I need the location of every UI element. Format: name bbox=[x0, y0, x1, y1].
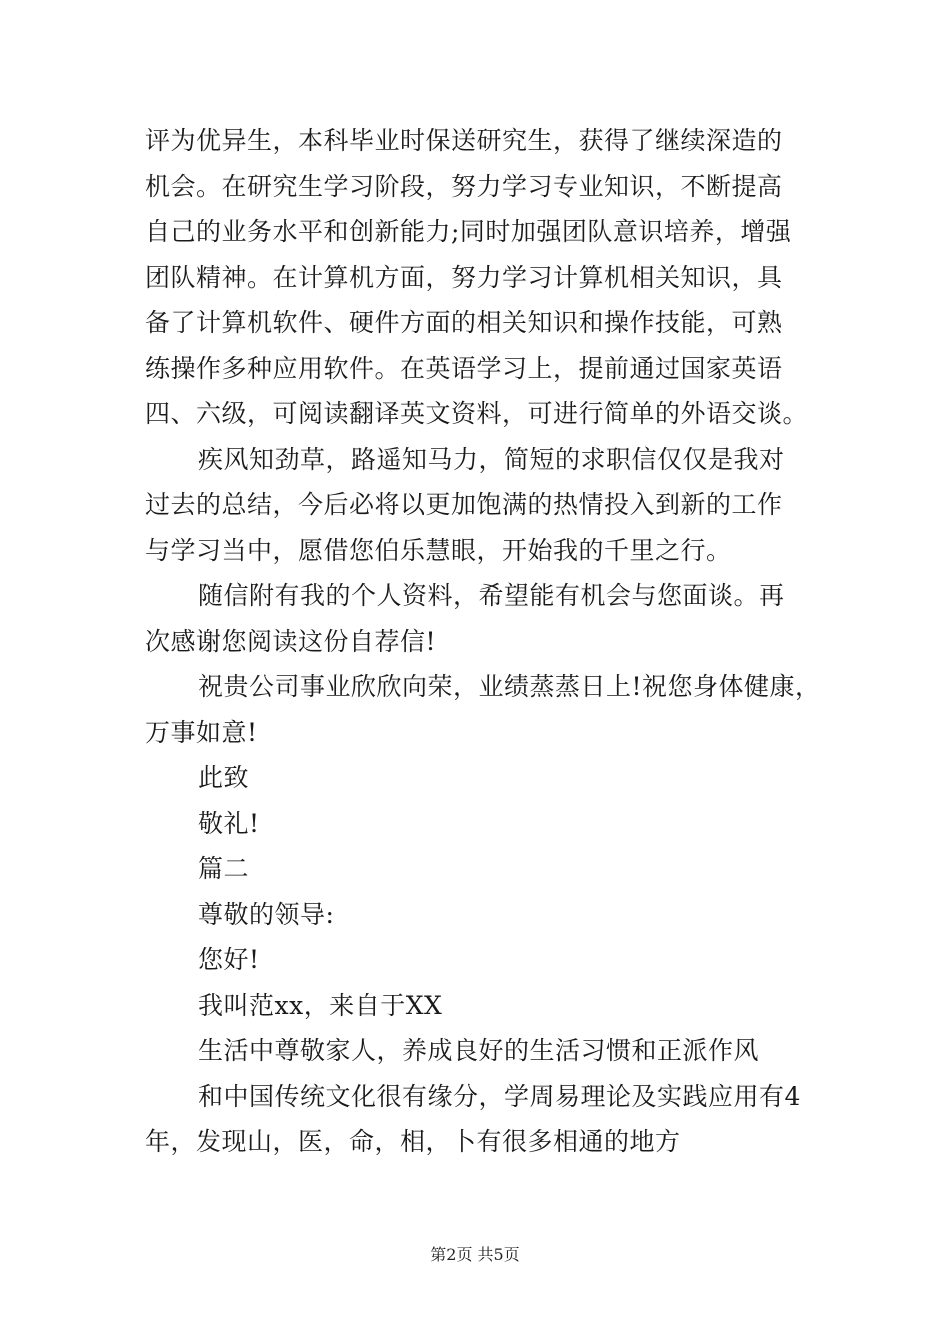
paragraph-start-line: 疾风知劲草，路遥知马力，简短的求职信仅仅是我对 bbox=[198, 444, 785, 474]
paragraph-start-line: 随信附有我的个人资料，希望能有机会与您面谈。再 bbox=[198, 581, 785, 610]
section-heading: 篇二 bbox=[198, 854, 250, 883]
paragraph-start-line: 和中国传统文化很有缘分，学周易理论及实践应用有4 bbox=[198, 1081, 801, 1111]
text-line: 机会。在研究生学习阶段，努力学习专业知识，不断提高 bbox=[145, 171, 783, 201]
text-line: 过去的总结，今后必将以更加饱满的热情投入到新的工作 bbox=[145, 490, 783, 519]
salutation-line: 尊敬的领导: bbox=[198, 899, 335, 929]
page-number: 第2页 共5页 bbox=[430, 1245, 520, 1264]
text-line: 年，发现山，医，命，相，卜有很多相通的地方 bbox=[145, 1127, 681, 1156]
text-line: 次感谢您阅读这份自荐信! bbox=[145, 626, 437, 656]
text-line: 万事如意! bbox=[145, 717, 258, 747]
paragraph-start-line: 祝贵公司事业欣欣向荣，业绩蒸蒸日上!祝您身体健康， bbox=[198, 672, 821, 701]
paragraph-start-line: 生活中尊敬家人，养成良好的生活习惯和正派作风 bbox=[198, 1036, 760, 1065]
text-line: 与学习当中，愿借您伯乐慧眼，开始我的千里之行。 bbox=[145, 535, 732, 565]
paragraph-start-line: 我叫范xx，来自于XX bbox=[198, 990, 443, 1020]
closing-line: 此致 bbox=[198, 763, 250, 792]
text-line: 评为优异生，本科毕业时保送研究生，获得了继续深造的 bbox=[145, 126, 783, 155]
closing-line: 敬礼! bbox=[198, 808, 260, 838]
text-line: 自己的业务水平和创新能力;同时加强团队意识培养，增强 bbox=[145, 217, 792, 246]
text-line: 四、六级，可阅读翻译英文资料，可进行简单的外语交谈。 bbox=[145, 399, 809, 428]
greeting-line: 您好! bbox=[198, 945, 260, 974]
text-line: 练操作多种应用软件。在英语学习上，提前通过国家英语 bbox=[145, 353, 783, 383]
letter-body bbox=[145, 118, 821, 1165]
text-line: 团队精神。在计算机方面，努力学习计算机相关知识，具 bbox=[145, 262, 783, 292]
text-line: 备了计算机软件、硬件方面的相关知识和操作技能，可熟 bbox=[145, 308, 783, 337]
